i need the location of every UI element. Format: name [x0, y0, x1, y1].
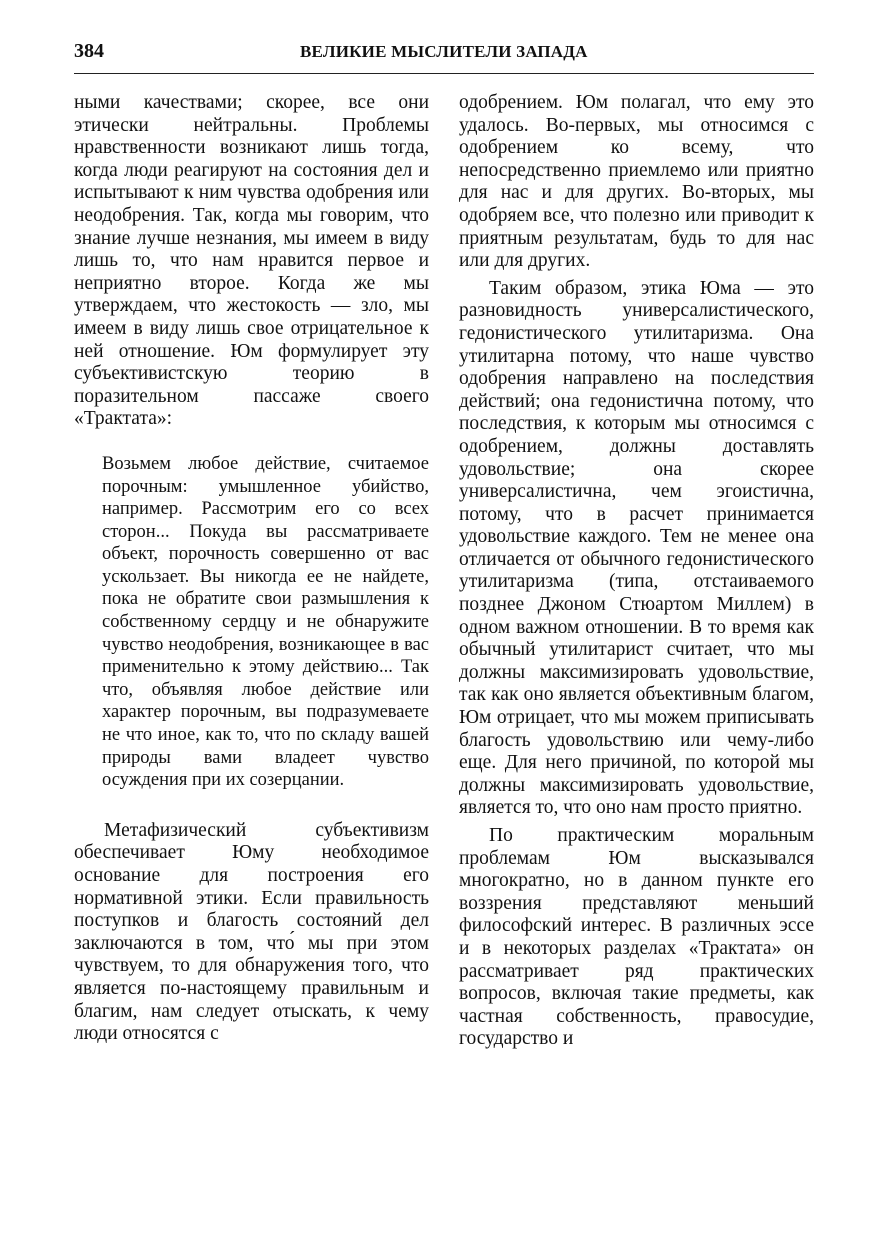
running-head: ВЕЛИКИЕ МЫСЛИТЕЛИ ЗАПАДА	[300, 42, 588, 61]
left-column	[74, 92, 429, 1046]
paragraph: Метафизический субъективизм обеспечивает Юму необходимое основание для построения его нормативной этики. Если правильность поступков и благость состояний дел заключаются в том, что́ мы при этом чувствуем, то для обнаружения того, что является по-настоящему правильным и благим, нам следует отыскать, к чему люди относятся с	[74, 819, 429, 1045]
page-number: 384	[74, 40, 104, 62]
block-quote: Возьмем любое действие, считаемое порочным: умышленное убийство, например. Рассмотрим его со всех сторон... Покуда вы рассматриваете объект, порочность совершенно от вас ускользает. Вы никогда ее не найдете, пока не обратите свои размышления к собственному сердцу и не обнаружите чувство неодобрения, возникающее в вас применительно к этому действию... Так что, объявляя любое действие или характер порочным, вы подразумеваете не что иное, как то, что по складу вашей природы вами владеет чувство осуждения при их созерцании.	[102, 453, 429, 791]
paragraph: ными качествами; скорее, все они этически нейтральны. Проблемы нравственности возникают лишь тогда, когда люди реагируют на состояния дел и испытывают к ним чувства одобрения или неодобрения. Так, когда мы говорим, что знание лучше незнания, мы имеем в виду лишь то, что нам нравится первое и неприятно второе. Когда же мы утверждаем, что жестокость — зло, мы имеем в виду лишь свое отрицательное к ней отношение. Юм формулирует эту субъективистскую теорию в поразительном пассаже своего «Трактата»:	[74, 92, 429, 430]
paragraph: Таким образом, этика Юма — это разновидность универсалистического, гедонистического утилитаризма. Она утилитарна потому, что наше чувство одобрения направлено на последствия действий; она гедонистична потому, что последствия, к которым мы относимся с одобрением, должны доставлять удовольствие; она скорее универсалистична, чем эгоистична, потому, что в расчет принимается удовольствие каждого. Тем не менее она отличается от обычного гедонистического утилитаризма (типа, отстаиваемого позднее Джоном Стюартом Миллем) в одном важном отношении. В то время как обычный утилитарист считает, что мы должны максимизировать удовольствие, так как оно является объективным благом, Юм отрицает, что мы можем приписывать благость удовольствию или чему-либо еще. Для него причиной, по которой мы должны максимизировать удовольствие, является то, что оно нам просто приятно.	[459, 277, 814, 819]
paragraph: По практическим моральным проблемам Юм высказывался многократно, но в данном пункте его воззрения представляют меньший философский интерес. В различных эссе и в некоторых разделах «Трактата» он рассматривает ряд практических вопросов, включая такие предметы, как частная собственность, правосудие, государство и	[459, 825, 814, 1050]
paragraph: одобрением. Юм полагал, что ему это удалось. Во-первых, мы относимся с одобрением ко всему, что непосредственно приемлемо или приятно для нас и для других. Во-вторых, мы одобряем все, что полезно или приводит к приятным результатам, будь то для нас или для других.	[459, 92, 814, 272]
right-column	[459, 92, 814, 1051]
header-rule	[74, 73, 814, 74]
